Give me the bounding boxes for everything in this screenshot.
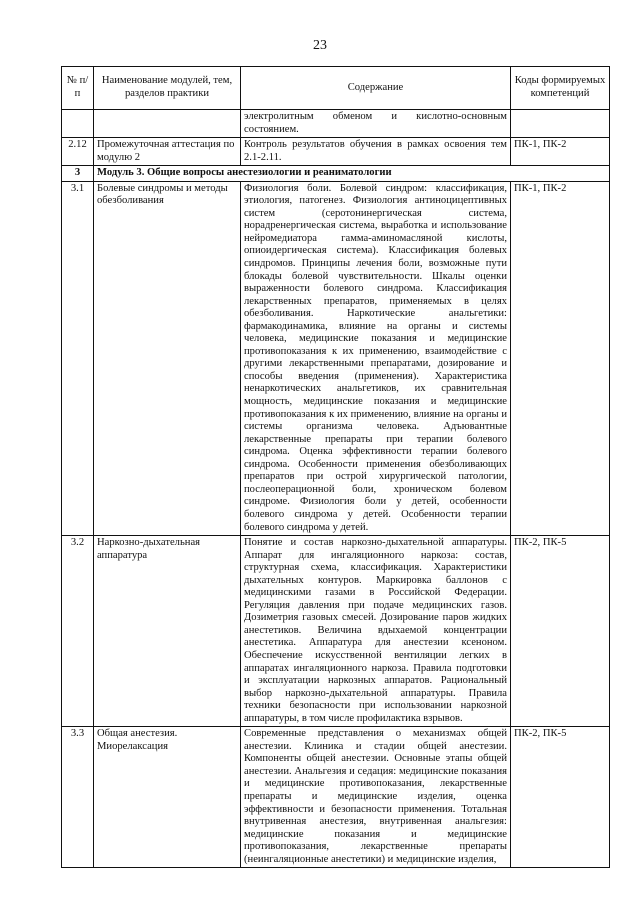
row-codes: ПК-2, ПК-5 bbox=[511, 727, 610, 868]
module-title: Модуль 3. Общие вопросы анестезиологии и реаниматологии bbox=[94, 166, 610, 182]
table-row bbox=[62, 138, 610, 166]
header-num: № п/п bbox=[62, 67, 94, 110]
header-content: Содержание bbox=[241, 67, 511, 110]
header-codes: Коды формируемых компетенций bbox=[511, 67, 610, 110]
page-number: 23 bbox=[313, 38, 327, 53]
row-num bbox=[62, 110, 94, 138]
row-content: Современные представления о механизмах общей анестезии. Клиника и стадии общей анестезии. Компоненты общей анестезии. Основные этапы общей анестезии. Анальгезия и седация: медицинские показания и медицинские противопоказания, лекарственные препараты и медицинские изделия, оценка эффективности и безопасности применения. Тотальная внутривенная анестезия, внутривенная анальгезия: медицинские показания и медицинские противопоказания, лекарственные препараты (неингаляционные анестетики) и медицинские изделия, bbox=[241, 727, 511, 868]
row-codes: ПК-1, ПК-2 bbox=[511, 181, 610, 535]
row-num: 3.1 bbox=[62, 181, 94, 535]
row-content: Понятие и состав наркозно-дыхательной аппаратуры. Аппарат для ингаляционного наркоза: состав, структурная схема, классификация. Характеристики дыхательных контуров. Маркировка баллонов с медицинскими газами в Российской Федерации. Регуляция давления при подаче медицинских газов. Дозиметрия газовых смесей. Дозирование паров жидких анестетиков. Величина вдыхаемой концентрации анестетика. Аппаратура для анестезии ксеноном. Обеспечение искусственной вентиляции легких в аппаратах ингаляционного наркоза. Правила подготовки и эксплуатации наркозных аппаратов. Рациональный выбор наркозно-дыхательной аппаратуры. Правила техники безопасности при использовании наркозной аппаратуры, в том числе профилактика взрывов. bbox=[241, 536, 511, 727]
row-content: Контроль результатов обучения в рамках освоения тем 2.1-2.11. bbox=[241, 138, 511, 166]
row-name: Промежуточная аттестация по модулю 2 bbox=[94, 138, 241, 166]
row-name bbox=[94, 110, 241, 138]
table-row bbox=[62, 181, 610, 535]
table-row bbox=[62, 110, 610, 138]
row-content: электролитным обменом и кислотно-основным состоянием. bbox=[241, 110, 511, 138]
header-name: Наименование модулей, тем, разделов практики bbox=[94, 67, 241, 110]
row-codes: ПК-2, ПК-5 bbox=[511, 536, 610, 727]
module-row bbox=[62, 166, 610, 182]
row-name: Общая анестезия. Миорелаксация bbox=[94, 727, 241, 868]
table-row bbox=[62, 727, 610, 868]
table-header-row bbox=[62, 67, 610, 110]
module-num: 3 bbox=[62, 166, 94, 182]
row-name: Болевые синдромы и методы обезболивания bbox=[94, 181, 241, 535]
row-name: Наркозно-дыхательная аппаратура bbox=[94, 536, 241, 727]
curriculum-table bbox=[61, 66, 610, 868]
row-content: Физиология боли. Болевой синдром: классификация, этиология, патогенез. Физиология антиноцицептивных систем (серотонинергическая система, норадренергическая система, выработка и использование нейромедиатора гамма-аминомасляной кислоты, опиоидергическая система). Классификация болевых синдромов. Принципы лечения боли, возможные пути блокады болевой чувствительности. Шкалы оценки выраженности болевого синдрома. Классификация лекарственных препаратов, применяемых в целях обезболивания. Наркотические анальгетики: фармакодинамика, влияние на органы и системы человека, медицинские показания и медицинские противопоказания к их применению, взаимодействие с другими лекарственными препаратами, дозирование и способы введения (применения). Характеристика ненаркотических анальгетиков, их сравнительная мощность, медицинские показания и медицинские противопоказания к их применению, влияние на органы и системы организма человека. Адъювантные лекарственные препараты при терапии болевого синдрома. Оценка эффективности терапии болевого синдрома. Особенности применения обезболивающих препаратов при острой хирургической патологии, послеоперационной боли, хроническом болевом синдроме. Физиология боли у детей, особенности болевого синдрома у детей. Особенности терапии болевого синдрома у детей. bbox=[241, 181, 511, 535]
table-row bbox=[62, 536, 610, 727]
row-codes: ПК-1, ПК-2 bbox=[511, 138, 610, 166]
row-num: 3.3 bbox=[62, 727, 94, 868]
row-codes bbox=[511, 110, 610, 138]
row-num: 3.2 bbox=[62, 536, 94, 727]
row-num: 2.12 bbox=[62, 138, 94, 166]
